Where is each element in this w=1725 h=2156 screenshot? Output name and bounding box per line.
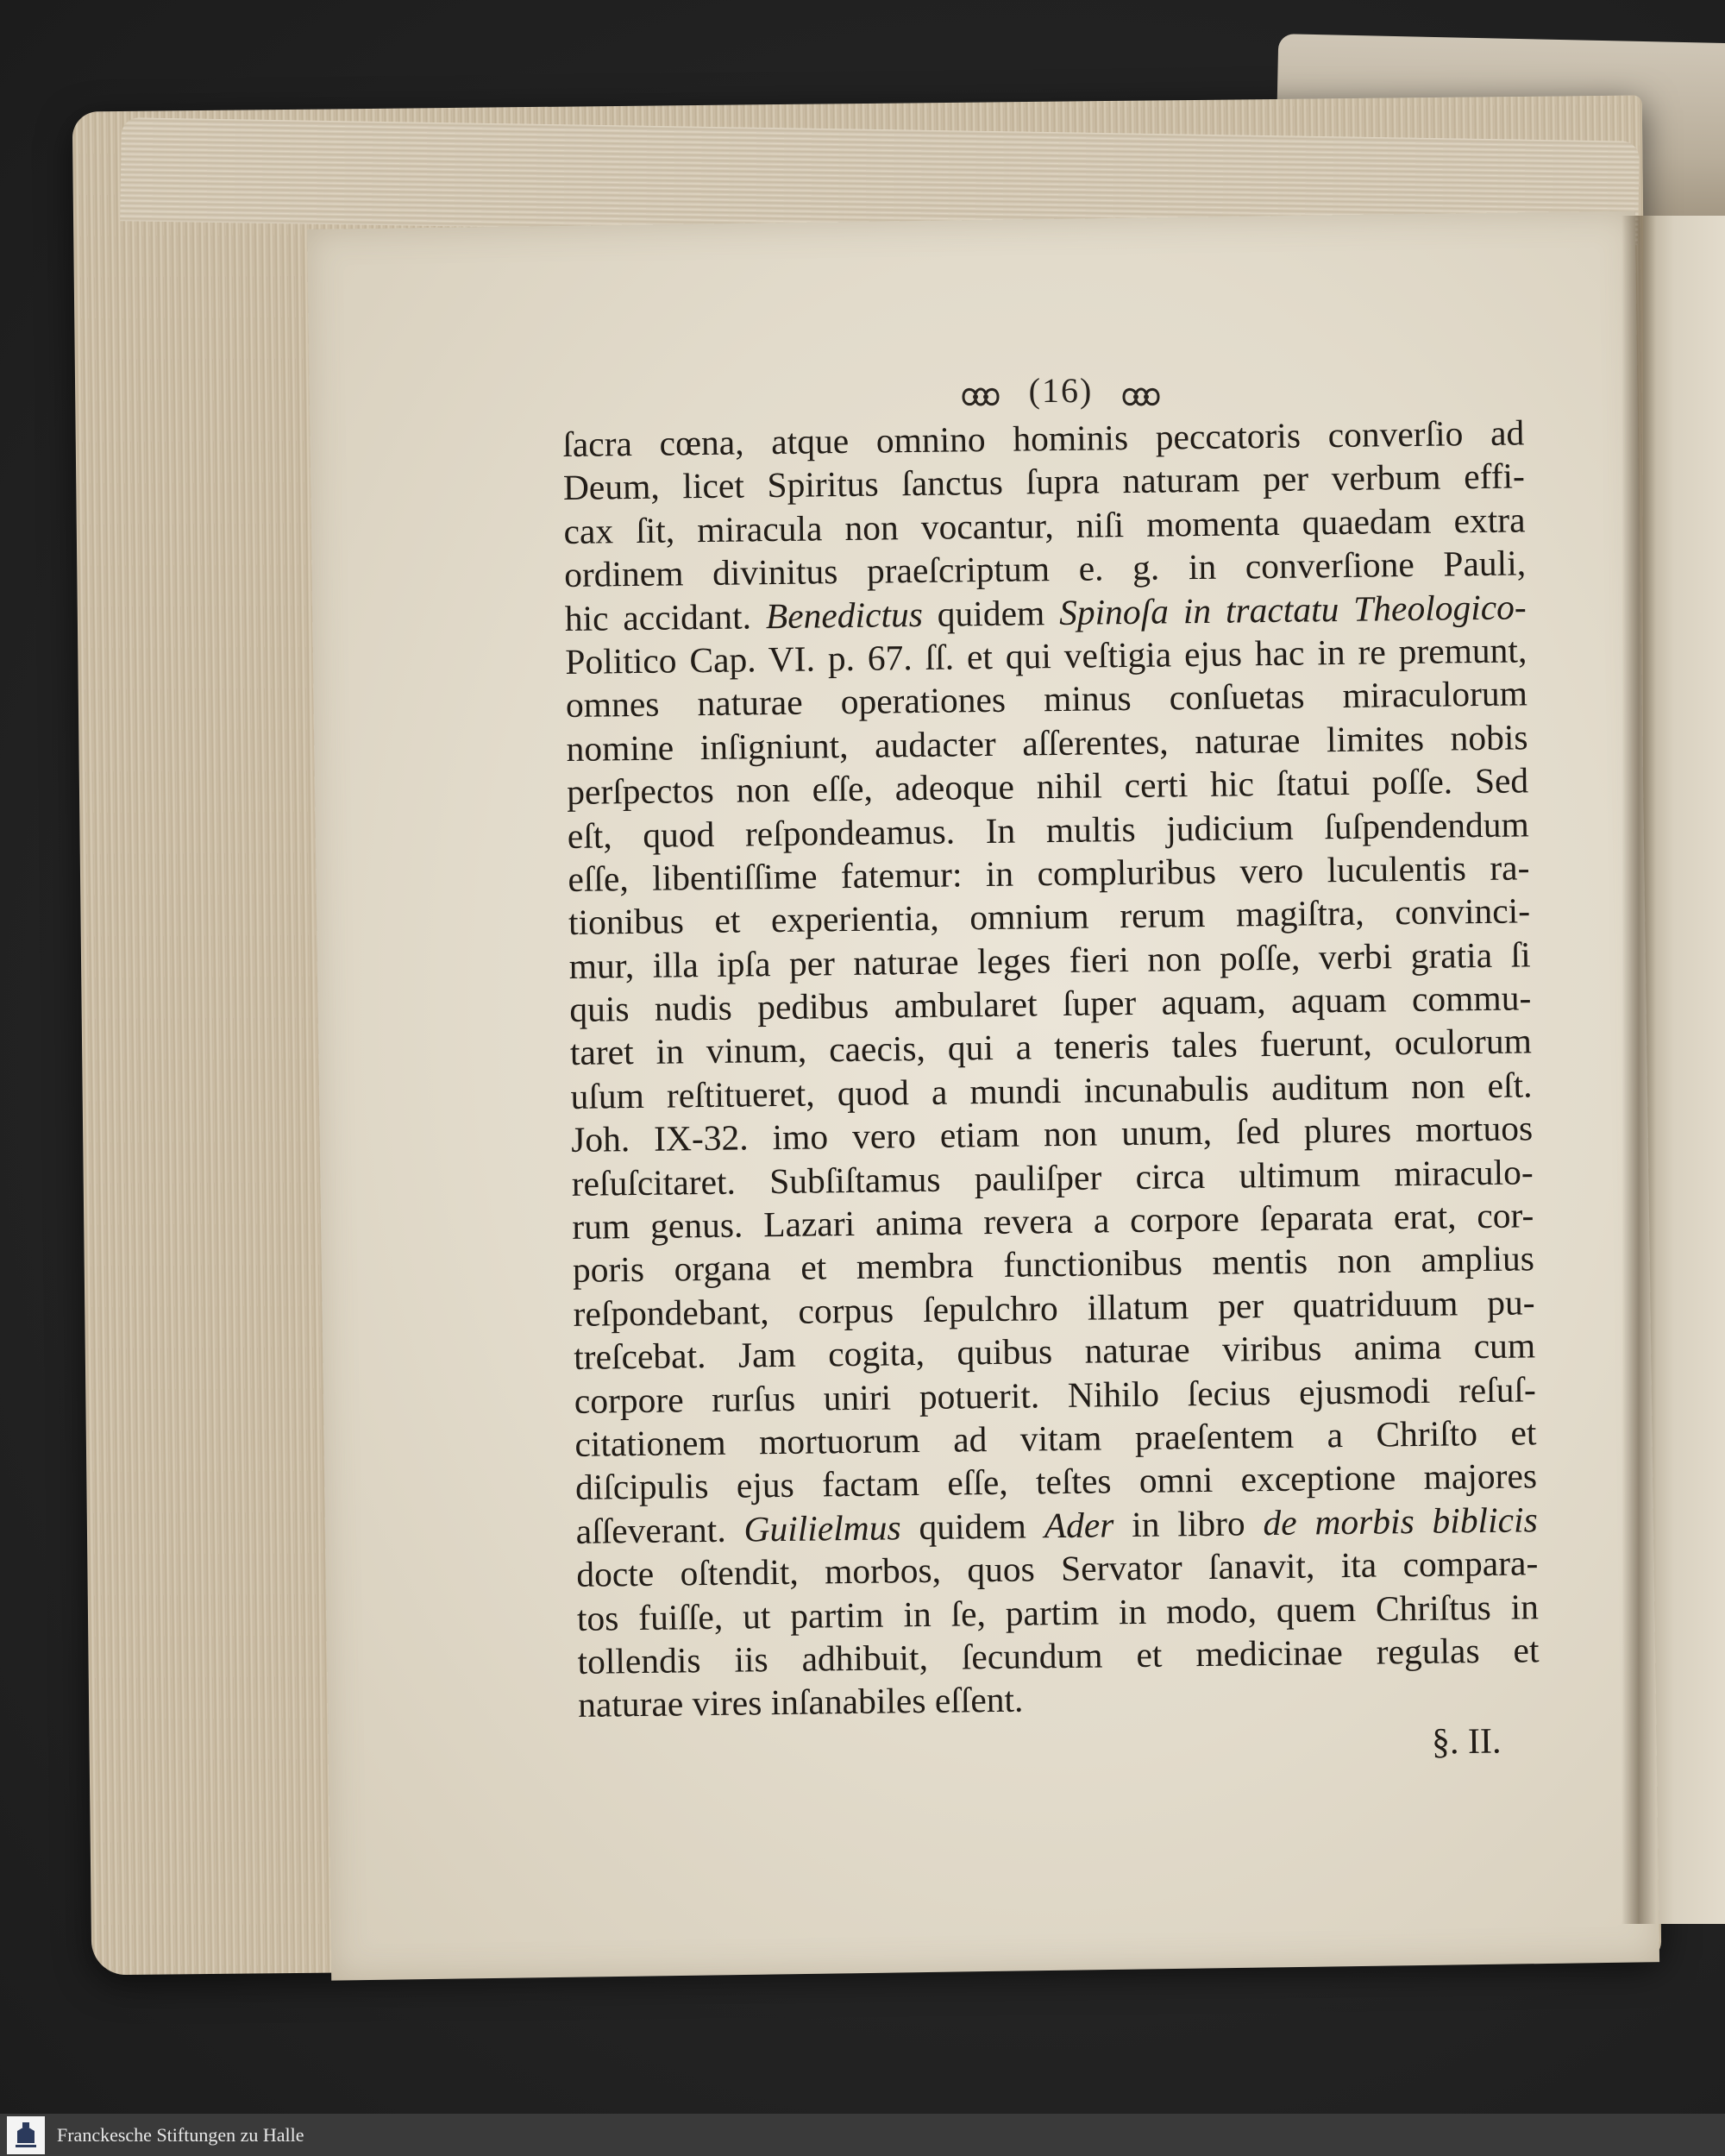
- text-segment: quidem: [937, 592, 1045, 634]
- work-title: de morbis biblicis: [1263, 1499, 1538, 1543]
- institution-logo-icon: [7, 2116, 45, 2154]
- text-line: citationem mortuorum ad vitam praeſentem a Chriſto et: [574, 1412, 1537, 1464]
- text-line: rum genus. Lazari anima revera a corpore ſeparata erat, cor-: [572, 1195, 1534, 1247]
- text-line: nomine inſigniunt, audacter aſſerentes, naturae limites nobis: [566, 717, 1528, 769]
- text-line: diſcipulis ejus factam eſſe, teſtes omni exceptione majores: [574, 1455, 1538, 1508]
- text-line: eſſe, libentiſſime fatemur: in compluribus vero luculentis ra-: [568, 847, 1530, 899]
- text-segment: in libro: [1131, 1503, 1245, 1544]
- text-segment: aſſeverant.: [575, 1509, 726, 1551]
- page-header: [888, 367, 1233, 411]
- text-line: ordinem divinitus praeſcriptum e. g. in converſione Pauli,: [563, 543, 1527, 595]
- text-line: taret in vinum, caecis, qui a teneris tales fuerunt, oculorum: [569, 1021, 1533, 1073]
- text-segment: hic accidant.: [564, 595, 752, 638]
- text-line: Politico Cap. VI. p. 67. ſſ. et qui veſtigia ejus hac in re premunt,: [565, 630, 1527, 682]
- text-line: Deum, licet Spiritus ſanctus ſupra naturam per verbum effi-: [562, 456, 1526, 508]
- page-number: (16): [1028, 371, 1094, 411]
- text-segment: quidem: [919, 1505, 1027, 1547]
- text-line: tos fuiſſe, ut partim in ſe, partim in modo, quem Chriſtus in: [576, 1586, 1540, 1638]
- page-gutter: [1622, 216, 1656, 1924]
- text-line: reſuſcitaret. Subſiſtamus pauliſper circa ultimum miraculo-: [571, 1151, 1534, 1204]
- author-name: Guilielmus: [743, 1507, 901, 1549]
- text-line: uſum reſtitueret, quod a mundi incunabulis auditum non eſt.: [570, 1065, 1533, 1116]
- text-line: ſacra cœna, atque omnino hominis peccatoris converſio ad: [562, 412, 1525, 464]
- text-line: docte oſtendit, morbos, quos Servator ſanavit, ita compara-: [576, 1543, 1539, 1595]
- text-line: omnes naturae operationes minus conſuetas miraculorum: [565, 673, 1528, 726]
- text-line: eſt, quod reſpondeamus. In multis judicium ſuſpendendum: [567, 803, 1530, 856]
- section-catchword: §. II.: [1431, 1721, 1502, 1763]
- institution-name: Franckesche Stiftungen zu Halle: [57, 2123, 304, 2146]
- text-line: quis nudis pedibus ambularet ſuper aquam, aquam commu-: [569, 977, 1532, 1030]
- text-line: Joh. IX-32. imo vero etiam non unum, ſed plures mortuos: [570, 1108, 1534, 1160]
- text-line: cax ſit, miracula non vocantur, niſi momenta quaedam extra: [563, 500, 1526, 551]
- text-line: tionibus et experientia, omnium rerum magiſtra, convinci-: [568, 890, 1531, 943]
- text-line: poris organa et membra functionibus mentis non amplius: [572, 1238, 1535, 1291]
- text-line: corpore rurſus uniri potuerit. Nihilo ſecius ejusmodi reſuſ-: [574, 1368, 1537, 1421]
- body-text: [562, 411, 1540, 1726]
- author-name: Benedictus: [765, 594, 924, 636]
- text-line: mur, illa ipſa per naturae leges fieri non poſſe, verbi gratia ſi: [568, 934, 1531, 986]
- author-name: Ader: [1044, 1505, 1114, 1546]
- text-line: tollendis iis adhibuit, ſecundum et medicinae regulas et: [577, 1630, 1540, 1681]
- text-line: reſpondebant, corpus ſepulchro illatum per quatriduum pu-: [573, 1282, 1535, 1334]
- text-line: naturae vires inſanabiles eſſent.: [577, 1679, 1024, 1725]
- work-title: Spinoſa in tractatu Theologico-: [1058, 586, 1527, 632]
- footer-bar: [0, 2114, 1725, 2156]
- text-line: treſcebat. Jam cogita, quibus naturae viribus anima cum: [573, 1325, 1536, 1378]
- text-line: perſpectos non eſſe, adeoque nihil certi hic ſtatui poſſe. Sed: [566, 760, 1529, 813]
- ornament-right-icon: [1120, 378, 1162, 404]
- ornament-left-icon: [960, 378, 1001, 404]
